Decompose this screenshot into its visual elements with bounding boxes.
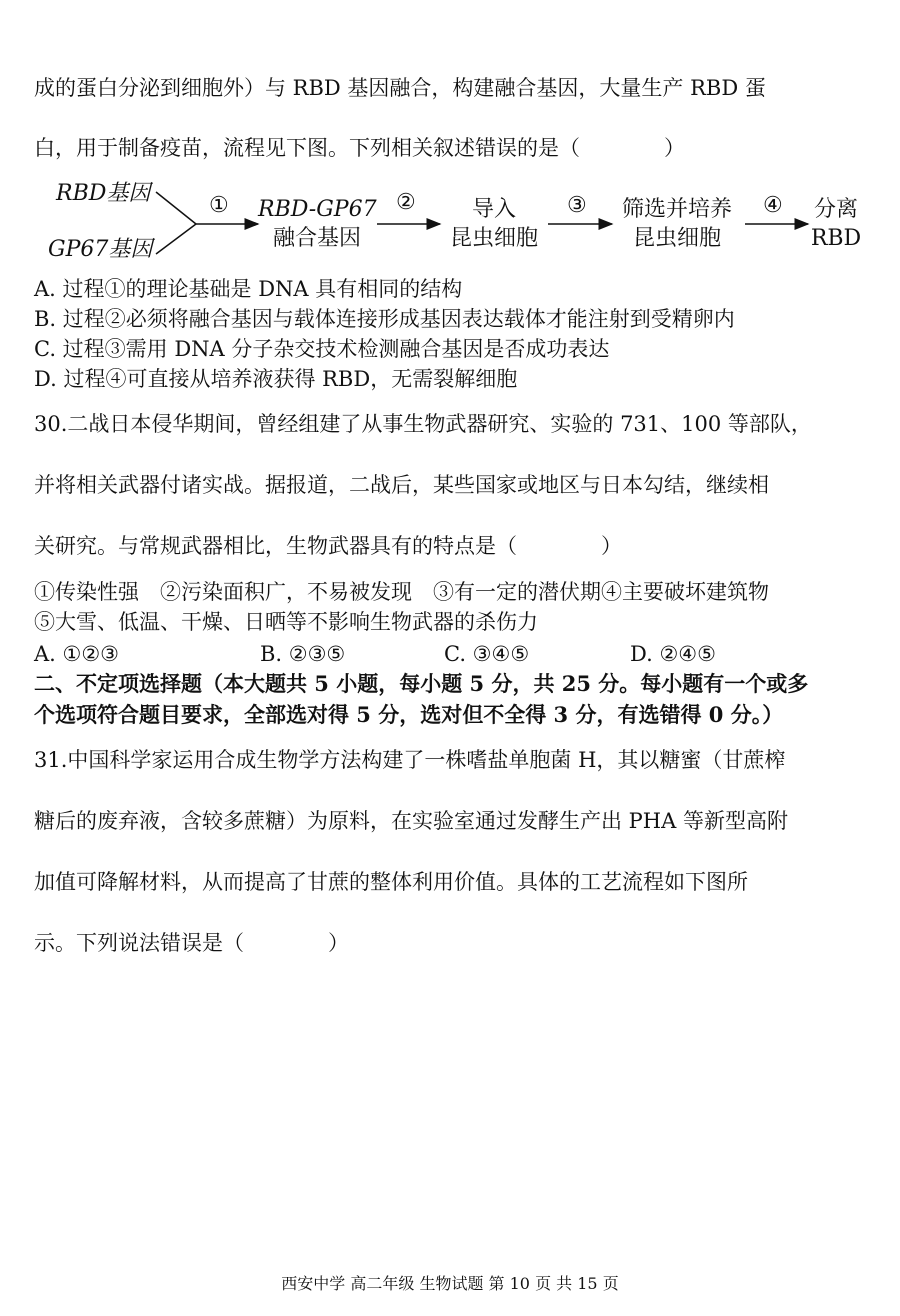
flow-separate-line-1: 分离 [813, 197, 858, 222]
q30-stem-line-3: 关研究。与常规武器相比，生物武器具有的特点是（ ） [34, 534, 622, 558]
flow-import-line-2: 昆虫细胞 [449, 226, 538, 251]
q30-option-b: B. ②③⑤ [260, 642, 346, 666]
q30-stem-line-2: 并将相关武器付诸实战。据报道，二战后，某些国家或地区与日本勾结，继续相 [34, 473, 769, 497]
flow-step-4: ④ [763, 193, 783, 218]
q31-stem-line-4: 示。下列说法错误是（ ） [34, 931, 349, 955]
flow-screen-line-1: 筛选并培养 [621, 197, 732, 222]
q29-option-d: D. 过程④可直接从培养液获得 RBD，无需裂解细胞 [34, 367, 518, 391]
flow-import-line-1: 导入 [471, 197, 516, 222]
q31-stem-line-1: 31.中国科学家运用合成生物学方法构建了一株嗜盐单胞菌 H，其以糖蜜（甘蔗榨 [34, 748, 786, 772]
q31-stem-line-3: 加值可降解材料，从而提高了甘蔗的整体利用价值。具体的工艺流程如下图所 [34, 870, 748, 894]
q31-stem-line-2: 糖后的废弃液，含较多蔗糖）为原料，在实验室通过发酵生产出 PHA 等新型高附 [34, 809, 788, 833]
q29-option-c: C. 过程③需用 DNA 分子杂交技术检测融合基因是否成功表达 [34, 337, 610, 361]
section-2-header-line-1: 二、不定项选择题（本大题共 5 小题，每小题 5 分，共 25 分。每小题有一个或多 [34, 671, 809, 696]
q30-items-line-1: ①传染性强 ②污染面积广，不易被发现 ③有一定的潜伏期④主要破坏建筑物 [34, 580, 769, 604]
merge-line-top [156, 192, 196, 224]
q29-option-a: A. 过程①的理论基础是 DNA 具有相同的结构 [34, 277, 463, 301]
q30-stem-line-1: 30.二战日本侵华期间，曾经组建了从事生物武器研究、实验的 731、100 等部队， [34, 412, 812, 436]
q30-option-c: C. ③④⑤ [444, 642, 530, 666]
q29-stem-line-1: 成的蛋白分泌到细胞外）与 RBD 基因融合，构建融合基因，大量生产 RBD 蛋 [34, 76, 766, 100]
flow-step-3: ③ [567, 193, 587, 218]
section-2-header-line-2: 个选项符合题目要求，全部选对得 5 分，选对但不全得 3 分，有选错得 0 分。） [34, 702, 784, 727]
flow-fusion-gene-line-1: RBD-GP67 [258, 197, 377, 222]
flow-separate-line-2: RBD [810, 226, 862, 251]
q30-option-a: A. ①②③ [34, 642, 119, 666]
flow-fusion-gene-line-2: 融合基因 [272, 226, 361, 251]
flow-step-2: ② [396, 190, 416, 215]
flow-screen-line-2: 昆虫细胞 [632, 226, 721, 251]
q30-items-line-2: ⑤大雪、低温、干燥、日晒等不影响生物武器的杀伤力 [34, 610, 538, 634]
flow-gene-rbd: RBD基因 [56, 181, 151, 206]
merge-line-bottom [156, 224, 196, 254]
q29-stem-line-2: 白，用于制备疫苗，流程见下图。下列相关叙述错误的是（ ） [34, 136, 685, 160]
flow-gene-gp67: GP67基因 [48, 237, 153, 262]
page-footer: 西安中学 高二年级 生物试题 第 10 页 共 15 页 [281, 1274, 619, 1293]
q30-option-d: D. ②④⑤ [630, 642, 716, 666]
q29-option-b: B. 过程②必须将融合基因与载体连接形成基因表达载体才能注射到受精卵内 [34, 307, 735, 331]
flow-step-1: ① [209, 193, 229, 218]
